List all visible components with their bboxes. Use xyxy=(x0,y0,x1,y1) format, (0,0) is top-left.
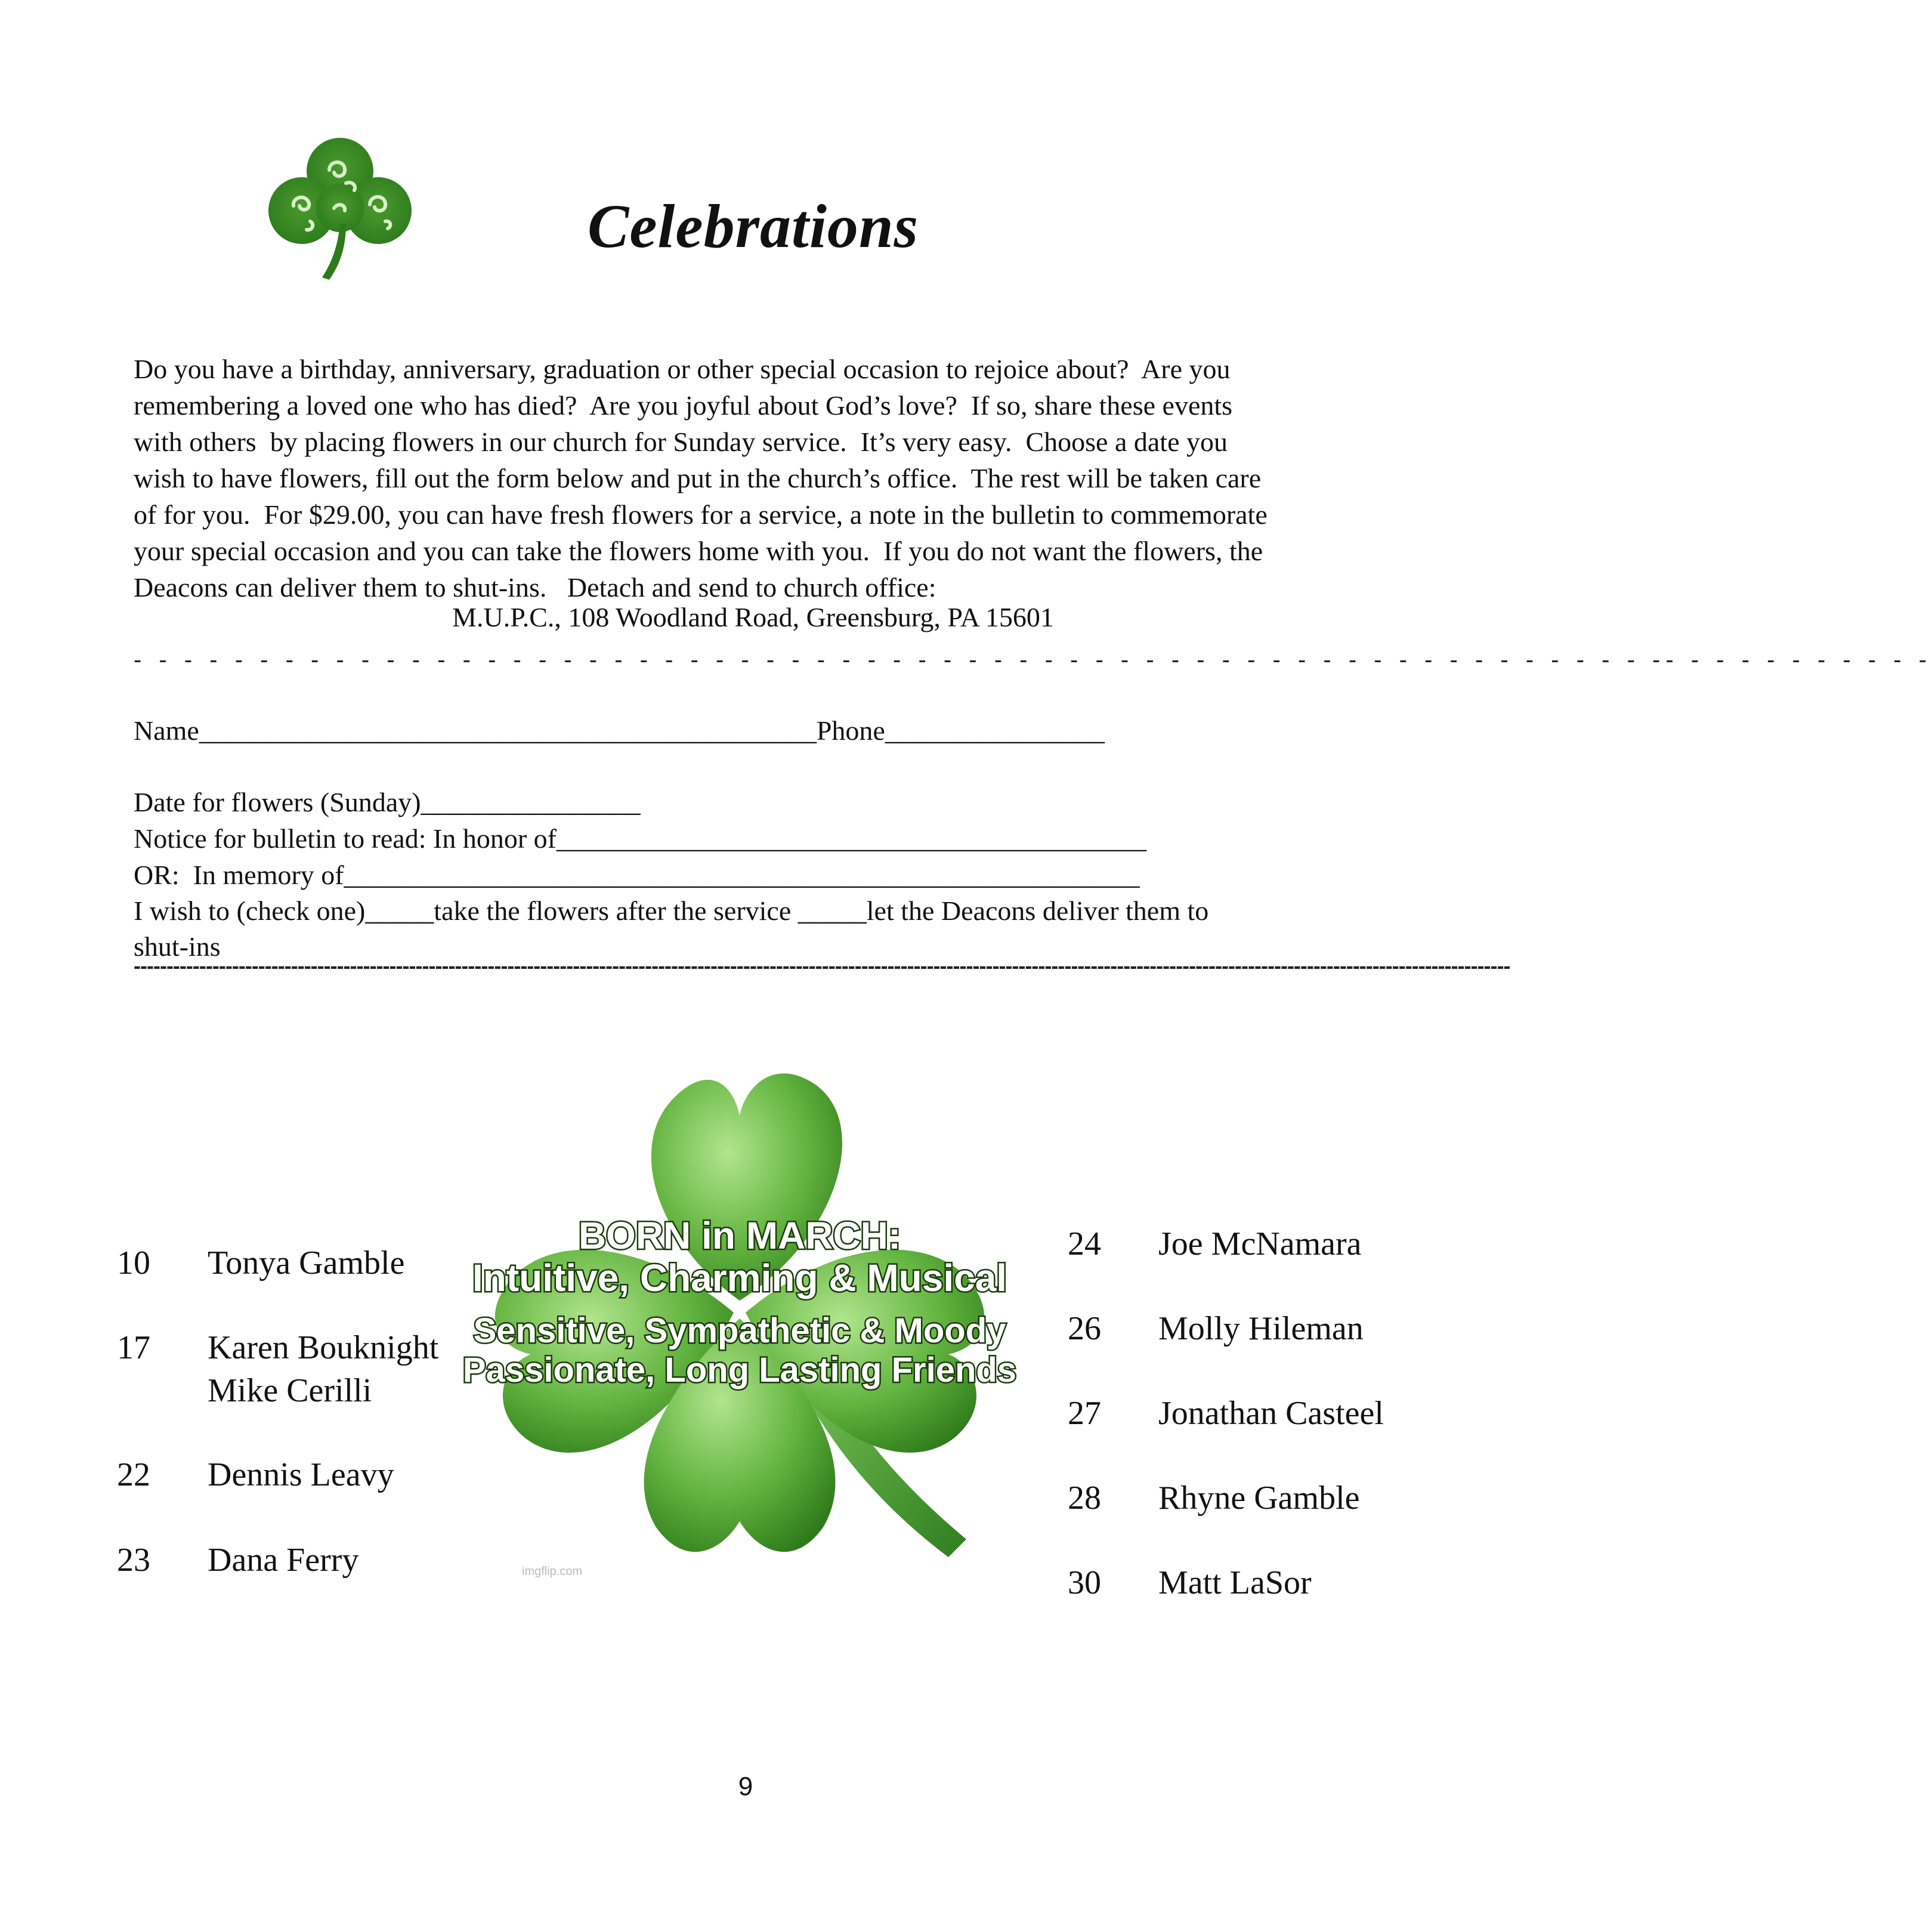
birthday-name: Molly Hileman xyxy=(1158,1310,1364,1347)
birthday-day: 27 xyxy=(1068,1395,1101,1432)
page-number: 9 xyxy=(738,1772,753,1801)
birthday-day: 10 xyxy=(117,1245,150,1281)
clover-line-4: Passionate, Long Lasting Friends xyxy=(462,1351,1017,1389)
birthday-day: 28 xyxy=(1068,1480,1101,1517)
clover-line-1: BORN in MARCH: xyxy=(578,1214,901,1257)
memory-line: OR: In memory of__________________________________________________________ xyxy=(134,860,1140,890)
intro-line: with others by placing flowers in our church for Sunday service. It’s very easy. Choose a date you xyxy=(134,427,1228,457)
detach-line-top: - - - - - - - - - - - - - - - - - - - - - - - - - - - - - - - - - - - - - - - - - - - - - - - - - - - - - - - - - - - - -- - - - - - - - - - - xyxy=(134,647,1932,673)
intro-line: Do you have a birthday, anniversary, graduation or other special occasion to rejoice about? Are you xyxy=(134,354,1231,384)
birthday-day: 26 xyxy=(1068,1310,1101,1347)
clover-line-3: Sensitive, Sympathetic & Moody xyxy=(473,1311,1006,1350)
birthday-day: 24 xyxy=(1068,1225,1101,1262)
intro-line: of for you. For $29.00, you can have fresh flowers for a service, a note in the bulletin to commemorate xyxy=(134,499,1268,530)
name-phone-line: Name_____________________________________________Phone________________ xyxy=(134,715,1105,746)
intro-line: remembering a loved one who has died? Are you joyful about God’s love? If so, share these events xyxy=(134,390,1233,421)
birthday-name: Rhyne Gamble xyxy=(1158,1480,1360,1517)
birthday-day: 30 xyxy=(1068,1564,1101,1601)
born-in-march-clover-image xyxy=(462,1050,1017,1593)
shamrock-icon xyxy=(262,134,418,283)
detach-line-bottom: ------------------------------------------------------------------------------------------------------------------------------------------------------------------------------------------------------------------ xyxy=(134,953,1510,978)
honor-line: Notice for bulletin to read: In honor of___________________________________________ xyxy=(134,823,1146,854)
birthday-name: Dana Ferry xyxy=(208,1542,359,1579)
birthday-name: Karen Bouknight xyxy=(208,1329,439,1366)
birthday-day: 22 xyxy=(117,1456,150,1493)
check-line-continued: shut-ins xyxy=(134,931,221,962)
check-line: I wish to (check one)_____take the flowers after the service _____let the Deacons deliver them to xyxy=(134,895,1209,926)
birthday-name: Jonathan Casteel xyxy=(1158,1395,1384,1432)
birthday-day: 17 xyxy=(117,1329,150,1366)
date-line: Date for flowers (Sunday)________________ xyxy=(134,787,641,817)
intro-line: wish to have flowers, fill out the form below and put in the church’s office. The rest will be taken care xyxy=(134,463,1262,493)
birthday-name: Tonya Gamble xyxy=(208,1245,405,1281)
birthday-day: 23 xyxy=(117,1542,150,1579)
birthday-name: Mike Cerilli xyxy=(208,1372,372,1409)
church-address: M.U.P.C., 108 Woodland Road, Greensburg, PA 15601 xyxy=(452,602,1054,632)
page-title: Celebrations xyxy=(588,192,919,261)
intro-line: Deacons can deliver them to shut-ins. Detach and send to church office: xyxy=(134,572,936,603)
birthday-name: Dennis Leavy xyxy=(208,1456,394,1493)
image-watermark: imgflip.com xyxy=(522,1565,583,1578)
clover-line-2: Intuitive, Charming & Musical xyxy=(472,1256,1007,1299)
intro-paragraph xyxy=(134,351,1374,606)
intro-line: your special occasion and you can take the flowers home with you. If you do not want the flowers, the xyxy=(134,536,1263,566)
birthday-name: Matt LaSor xyxy=(1158,1564,1312,1601)
birthday-name: Joe McNamara xyxy=(1158,1225,1362,1262)
